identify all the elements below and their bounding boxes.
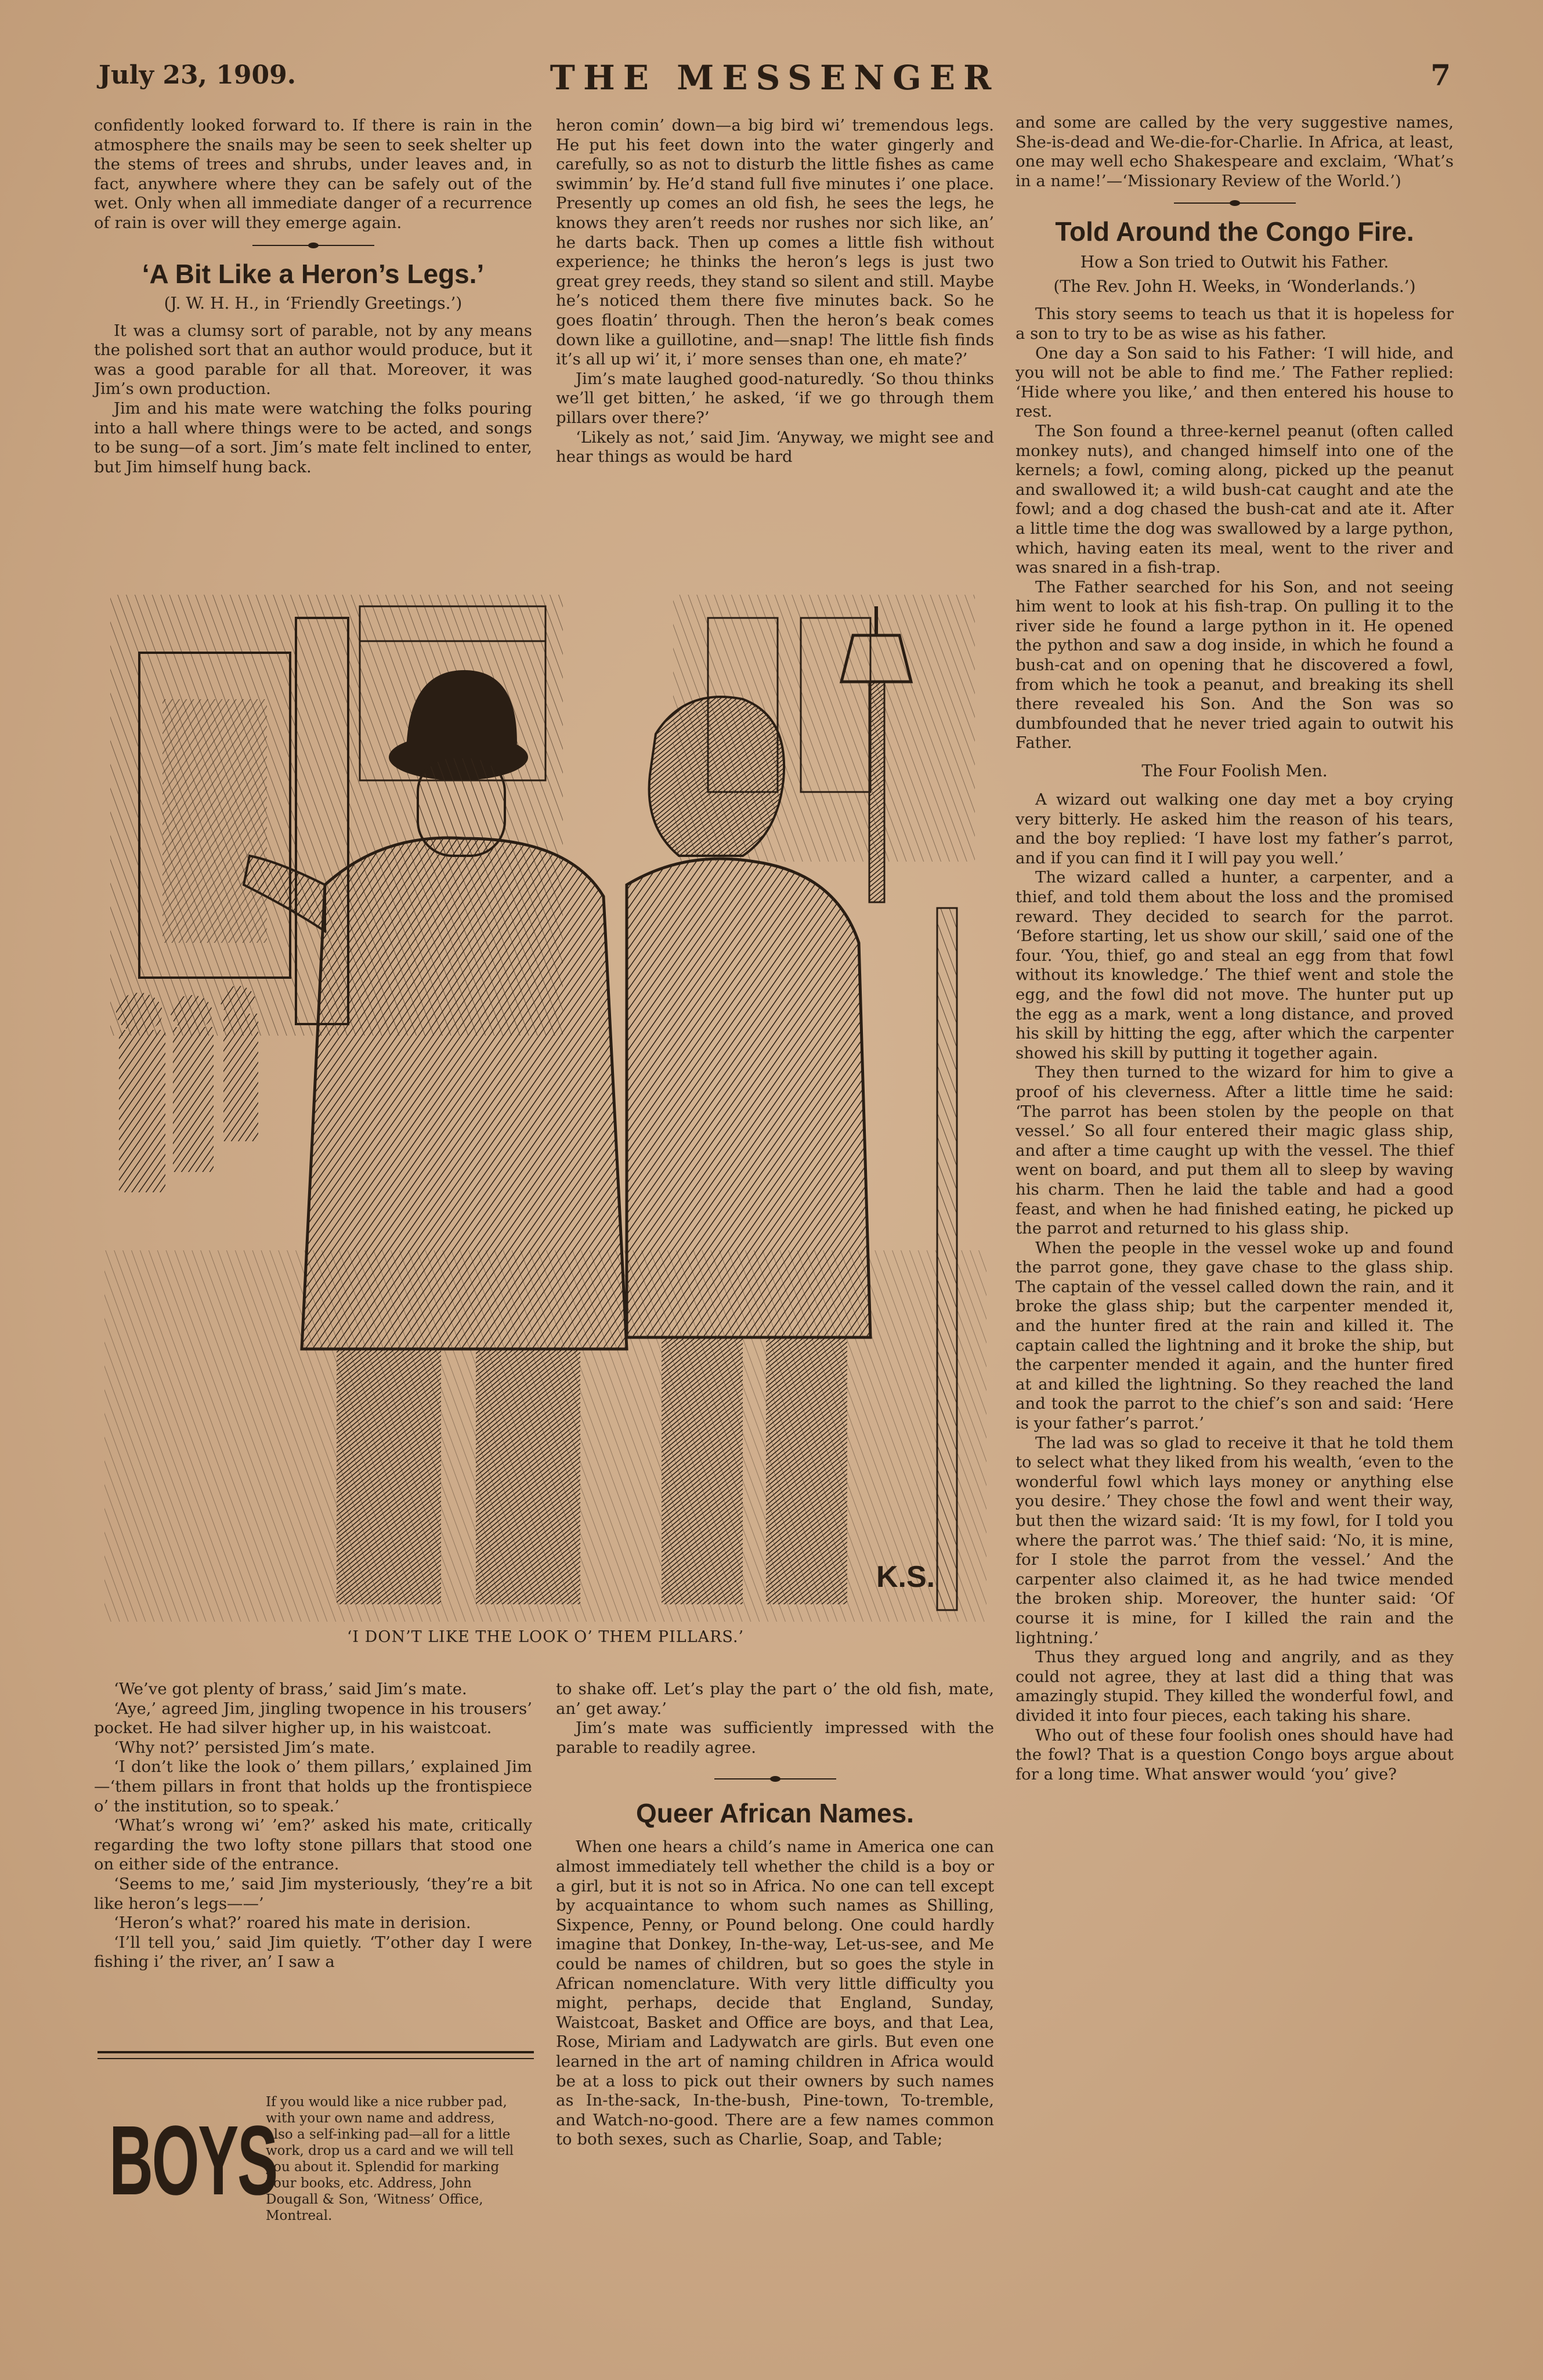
foolish-paragraph: When the people in the vessel woke up and found the parrot gone, they gave chase to the glass ship. The captain of the vessel called down the rain, and it broke the glass ship; but the carpenter mended it, and the hunter fired at the rain and killed it. The captain called the lightning and it broke the ship, but the carpenter mended it again, and the hunter fired at and killed the lightning. So they reached the land and took the parrot to the chief’s son and said: ‘Here is your father’s parrot.’ <box>1016 1238 1454 1433</box>
heron-paragraph: Jim and his mate were watching the folks pouring into a hall where things were to be acted, and songs to be sung—of a sort. Jim’s mate felt inclined to enter, but Jim himself hung back. <box>94 399 532 476</box>
foolish-men-title: The Four Foolish Men. <box>1141 761 1328 781</box>
congo-paragraph: This story seems to teach us that it is hopeless for a son to try to be as wise as his father. <box>1016 305 1454 343</box>
heron-paragraph: ‘Aye,’ agreed Jim, jingling twopence in his trousers’ pocket. He had silver higher up, in his waistcoat. <box>94 1699 532 1738</box>
foolish-paragraph: Who out of these four foolish ones should have had the fowl? That is a question Congo boys argue about for a long time. What answer would ‘you’ give? <box>1016 1726 1454 1784</box>
heron-paragraph: ‘What’s wrong wi’ ’em?’ asked his mate, critically regarding the two lofty stone pillars that stood one on either side of the entrance. <box>94 1816 532 1874</box>
column-2-bottom <box>556 1680 994 2150</box>
ad-body: If you would like a nice rubber pad, with your own name and address, also a self-inking pad—all for a little work, drop us a card and we will tell you about it. Splendid for marking your books, etc. Address, John Dougall & Son, ‘Witness’ Office, Montreal. <box>266 2095 514 2223</box>
names-article-title: Queer African Names. <box>636 1798 914 1829</box>
heron-article-title: ‘A Bit Like a Heron’s Legs.’ <box>142 258 485 289</box>
section-divider <box>252 241 374 249</box>
engraving-illustration <box>104 583 986 1622</box>
foolish-paragraph: The lad was so glad to receive it that he told them to select what they liked from his wealth, ‘even to the wonderful fowl which lays money or anything else you desire.’ They chose the fowl and went their way, but then the wizard said: ‘It is my fowl, for I told you where the parrot was.’ The thief said: ‘No, it is mine, for I stole the parrot from the vessel.’ And the carpenter also claimed it, as he had twice mended the broken ship. Moreover, the hunter said: ‘Of course it is mine, for I killed the rain and the lightning.’ <box>1016 1433 1454 1647</box>
heron-paragraph: ‘Seems to me,’ said Jim mysteriously, ‘they’re a bit like heron’s legs——’ <box>94 1874 532 1913</box>
heron-paragraph: It was a clumsy sort of parable, not by any means the polished sort that an author would produce, but it was a good parable for all that. Moreover, it was Jim’s own production. <box>94 321 532 399</box>
heron-article-byline: (J. W. H. H., in ‘Friendly Greetings.’) <box>164 293 462 313</box>
column-3 <box>1016 113 1454 1784</box>
column-1-bottom <box>94 1680 532 1972</box>
crowd-figures <box>116 986 258 1192</box>
heron-paragraph: Jim’s mate was sufficiently impressed with the parable to readily agree. <box>556 1719 994 1757</box>
ad-rule <box>97 2058 534 2059</box>
heron-paragraph: ‘Likely as not,’ said Jim. ‘Anyway, we might see and hear things as would be hard <box>556 428 994 466</box>
column-2-top <box>556 116 994 467</box>
heron-paragraph: ‘Heron’s what?’ roared his mate in derision. <box>114 1914 471 1933</box>
foolish-paragraph: They then turned to the wizard for him to give a proof of his cleverness. After a little time he said: ‘The parrot has been stolen by the people on that vessel.’ So all four entered their magic glass ship, and after a time caught up with the vessel. The thief went on board, and put them all to sleep by waving his charm. Then he laid the table and had a good feast, and when he had finished eating, he picked up the parrot and returned to his glass ship. <box>1016 1063 1454 1238</box>
congo-article-subtitle: How a Son tried to Outwit his Father. <box>1080 252 1389 272</box>
section-divider <box>1174 199 1296 207</box>
foolish-paragraph: The wizard called a hunter, a carpenter, and a thief, and told them about the loss and the promised reward. They decided to search for the parrot. ‘Before starting, let us show our skill,’ said one of the four. ‘You, thief, go and steal an egg from that fowl without its knowledge.’ The thief went and stole the egg, and the fowl did not move. The hunter put up the egg as a mark, went a long distance, and proved his skill by hitting the egg, after which the carpenter showed his skill by putting it together again. <box>1016 868 1454 1062</box>
column-1-top <box>94 116 532 477</box>
heron-paragraph: ‘Why not?’ persisted Jim’s mate. <box>114 1738 375 1757</box>
issue-date: July 23, 1909. <box>99 60 297 90</box>
heron-paragraph: heron comin’ down—a big bird wi’ tremendous legs. He put his feet down into the water gingerly and carefully, so as not to disturb the little fishes as came swimmin’ by. He’d stand full five minutes i’ one place. Presently up comes an old fish, he sees the legs, he knows they aren’t reeds nor rushes nor sich like, an’ he darts back. Then up comes a little fish without experience; he thinks the heron’s legs is just two great grey reeds, they stand so silent and still. Maybe he’s noticed them there five minutes back. So he goes floatin’ through. Then the heron’s beak comes down like a guillotine, and—snap! The little fish finds it’s all up wi’ it, i’ more senses than one, eh mate?’ <box>556 116 994 369</box>
foolish-paragraph: A wizard out walking one day met a boy crying very bitterly. He asked him the reason of his tears, and the boy replied: ‘I have lost my father’s parrot, and if you can find it I will pay you well.’ <box>1016 790 1454 867</box>
congo-article-title: Told Around the Congo Fire. <box>1055 216 1414 247</box>
boys-advertisement <box>97 2051 534 2283</box>
heron-paragraph: to shake off. Let’s play the part o’ the old fish, mate, an’ get away.’ <box>556 1680 994 1718</box>
congo-article-byline: (The Rev. John H. Weeks, in ‘Wonderlands.’) <box>1053 277 1416 296</box>
names-paragraph: When one hears a child’s name in America one can almost immediately tell whether the child is a boy or a girl, but it is not so in Africa. No one can tell except by acquaintance to whom such names as Shilling, Sixpence, Penny, or Pound belong. One could hardly imagine that Donkey, In-the-way, Let-us-see, and Me could be names of children, but so goes the style in African nomenclature. With very little difficulty you might, perhaps, decide that England, Sunday, Waistcoat, Basket and Office are boys, and that Lea, Rose, Miriam and Ladywatch are girls. But even one learned in the art of naming children in Africa would be at a loss to pick out their owners by such names as In-the-sack, In-the-bush, Pine-town, To-tremble, and Watch-no-good. There are a few names common to both sexes, such as Charlie, Soap, and Table; <box>556 1838 994 2149</box>
heron-paragraph: ‘We’ve got plenty of brass,’ said Jim’s mate. <box>114 1680 467 1698</box>
heron-paragraph: ‘I’ll tell you,’ said Jim quietly. ‘T’other day I were fishing i’ the river, an’ I saw a <box>94 1933 532 1972</box>
heron-paragraph: Jim’s mate laughed good-naturedly. ‘So thou thinks we’ll get bitten,’ he asked, ‘if we go through them pillars over there?’ <box>556 369 994 427</box>
artist-signature: K.S. <box>876 1560 935 1594</box>
congo-paragraph: The Son found a three-kernel peanut (often called monkey nuts), and changed himself into one of the kernels; a fowl, coming along, picked up the peanut and swallowed it; a wild bush-cat caught and ate the fowl; and a dog chased the bush-cat and ate it. After a little time the dog was swallowed by a large python, which, having eaten its meal, went to the river and was snared in a fish-trap. <box>1016 421 1454 577</box>
names-paragraph: and some are called by the very suggestive names, She-is-dead and We-die-for-Charlie. In Africa, at least, one may well echo Shakespeare and exclaim, ‘What’s in a name!’—‘Missionary Review of the World.’) <box>1016 113 1454 190</box>
page-number: 7 <box>1430 58 1451 92</box>
ad-headline: BOYS <box>109 2106 277 2216</box>
heron-paragraph: ‘I don’t like the look o’ them pillars,’ explained Jim—‘them pillars in front that holds up the frontispiece o’ the institution, so to speak.’ <box>94 1757 532 1815</box>
masthead: THE MESSENGER <box>550 58 1000 97</box>
congo-paragraph: One day a Son said to his Father: ‘I will hide, and you will not be able to find me.’ The Father replied: ‘Hide where you like,’ and then entered his house to rest. <box>1016 343 1454 421</box>
page-header <box>99 58 1451 104</box>
foolish-paragraph: Thus they argued long and angrily, and as they could not agree, they at last did a thing that was amazingly stupid. They killed the wonderful fowl, and divided it into four pieces, each taking his share. <box>1016 1648 1454 1725</box>
congo-paragraph: The Father searched for his Son, and not seeing him went to look at his fish-trap. On pulling it to the river side he found a large python in it. He opened the python and saw a dog inside, in which he found a bush-cat and on opening that he discovered a fowl, from which he took a peanut, and breaking its shell there revealed his Son. And the Son was so dumbfounded that he never tried again to outwit his Father. <box>1016 577 1454 753</box>
illustration-caption: ‘I DON’T LIKE THE LOOK O’ THEM PILLARS.’ <box>346 1628 745 1646</box>
snail-article-end: confidently looked forward to. If there is rain in the atmosphere the snails may be seen to seek shelter up the stems of trees and shrubs, under leaves and, in fact, anywhere where they can be safely out of the wet. Only when all immediate danger of a recurrence of rain is over will they emerge again. <box>94 116 532 232</box>
section-divider <box>714 1775 836 1783</box>
